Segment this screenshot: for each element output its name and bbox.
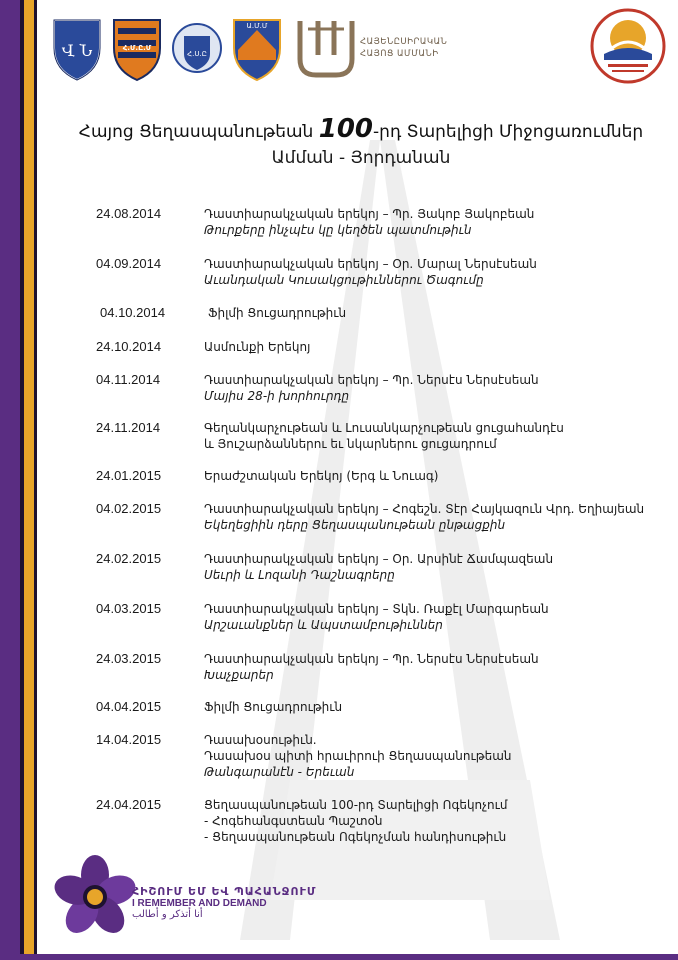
- event-date: 24.10.2014: [96, 339, 162, 354]
- event-date: 04.03.2015: [96, 601, 162, 616]
- event-title: Երաժշտական Երեկոյ (Երգ և Նուագ): [204, 469, 439, 483]
- slogan-english: I REMEMBER AND DEMAND: [132, 898, 267, 909]
- forget-me-not-flower-icon: [50, 852, 140, 942]
- event-date: 04.04.2015: [96, 699, 162, 714]
- event-date: 04.02.2015: [96, 501, 162, 516]
- slogan-armenian: ՀԻՇՈՒՄ ԵՄ ԵՎ ՊԱՀԱՆՋՈՒՄ: [132, 885, 317, 898]
- event-subtitle: Աւանդական Կուսակցութիւններու Ծագումը: [204, 273, 484, 287]
- bottom-band: [0, 954, 678, 960]
- event-date: 04.11.2014: [96, 372, 161, 387]
- event-subtitle: Խաչքարեր: [204, 668, 274, 682]
- event-title: Գեղանկարչութեան և Լուսանկարչութեան ցուցահանդէս: [204, 421, 564, 435]
- event-title: Ցեղասպանութեան 100-րդ Տարելիցի Ոգեկոչում: [204, 798, 508, 812]
- event-description: [204, 372, 674, 404]
- event-title: Դաստիարակչական երեկոյ – Պր. Ներսէս Ներսէսեան: [204, 652, 539, 666]
- event-description: [204, 732, 674, 780]
- event-subtitle: Արշաւանքներ և Ապստամբութիւններ: [204, 618, 443, 632]
- event-subtitle: Թուրքերը ինչպէս կը կեղծեն պատմութիւն: [204, 223, 472, 237]
- event-date: 14.04.2015: [96, 732, 162, 747]
- event-date: 24.11.2014: [96, 420, 161, 435]
- event-description: [204, 420, 674, 452]
- event-subtitle: Դասախօս պիտի հրաւիրուի Ցեղասպանութեան: [204, 749, 512, 763]
- event-title: Դաստիարակչական երեկոյ – Օր. Արսինէ Ճամպազեան: [204, 552, 554, 566]
- event-description: [204, 256, 674, 288]
- event-title: Դասախօսութիւն.: [204, 733, 317, 747]
- shield-label-3: Հ.Ս.Ը: [187, 50, 207, 58]
- shield-label-2: Հ.Մ.Ը.Մ: [122, 44, 152, 52]
- event-date: 24.08.2014: [96, 206, 162, 221]
- event-description: [204, 468, 674, 484]
- org-text-line1: ՀԱՅԵՆԸՍԻՐԱԿԱՆ: [360, 37, 448, 47]
- event-date: 24.01.2015: [96, 468, 162, 483]
- shield-label-1: Վ Ն: [61, 41, 93, 60]
- event-date: 24.04.2015: [96, 797, 162, 812]
- event-description: [208, 305, 678, 321]
- event-date: 24.03.2015: [96, 651, 162, 666]
- page-subtitle: Ամման - Յորդանան: [271, 148, 451, 168]
- event-subtitle: և Յուշարձաններու եւ նկարներու ցուցադրում: [204, 437, 497, 451]
- event-title: Դաստիարակչական երեկոյ – Պր. Ներսէս Ներսէսեան: [204, 373, 539, 387]
- event-subtitle: Սեւրի և Լոզանի Դաշնագրերը: [204, 568, 395, 582]
- event-subtitle: - Հոգեհանգստեան Պաշտօն: [204, 814, 383, 828]
- title-prefix: Հայոց Ցեղասպանութեան: [78, 122, 314, 142]
- event-title: Ֆիլմի Ցուցադրութիւն: [208, 306, 347, 320]
- event-description: [204, 501, 674, 533]
- event-description: [204, 206, 674, 238]
- event-description: [204, 797, 674, 845]
- event-subtitle: Եկեղեցիին դերը Ցեղասպանութեան ընթացքին: [204, 518, 506, 532]
- event-date: 04.10.2014: [100, 305, 166, 320]
- event-title: Դաստիարակչական երեկոյ – Հոգեշն. Տէր Հայկազուն Վրդ. Եղիայեան: [204, 502, 645, 516]
- slogan-arabic: أنا أتذكر و أطالب: [132, 909, 203, 920]
- event-title: Դաստիարակչական երեկոյ – Պր. Յակոբ Յակոբեան: [204, 207, 535, 221]
- event-description: [204, 339, 674, 355]
- event-description: [204, 699, 674, 715]
- event-title: Դաստիարակչական երեկոյ – Տկն. Ռաքէլ Մարգարեան: [204, 602, 549, 616]
- event-description: [204, 551, 674, 583]
- event-title: Ֆիլմի Ցուցադրութիւն: [204, 700, 343, 714]
- event-date: 04.09.2014: [96, 256, 162, 271]
- event-subtitle-2: - Ցեղասպանութեան Ոգեկոչման հանդիսութիւն: [204, 830, 507, 844]
- event-subtitle: Մայիս 28-ի խորհուրդը: [204, 389, 350, 403]
- title-hundred: 100: [318, 114, 374, 144]
- event-subtitle-2: Թանգարանէն - Երեւան: [204, 765, 355, 779]
- title-suffix: -րդ Տարելիցի Միջոցառումներ: [373, 122, 644, 142]
- org-text-line2: ՀԱՅՈՑ ԱՄՄԱՆԻ: [360, 49, 439, 59]
- event-description: [204, 651, 674, 683]
- event-title: Դաստիարակչական երեկոյ – Օր. Մարալ Ներսէսեան: [204, 257, 537, 271]
- event-date: 24.02.2015: [96, 551, 162, 566]
- footer-slogan: [132, 885, 316, 920]
- event-title: Ասմունքի Երեկոյ: [204, 340, 311, 354]
- event-description: [204, 601, 674, 633]
- shield-label-4: Ա.Մ.Մ: [246, 22, 268, 30]
